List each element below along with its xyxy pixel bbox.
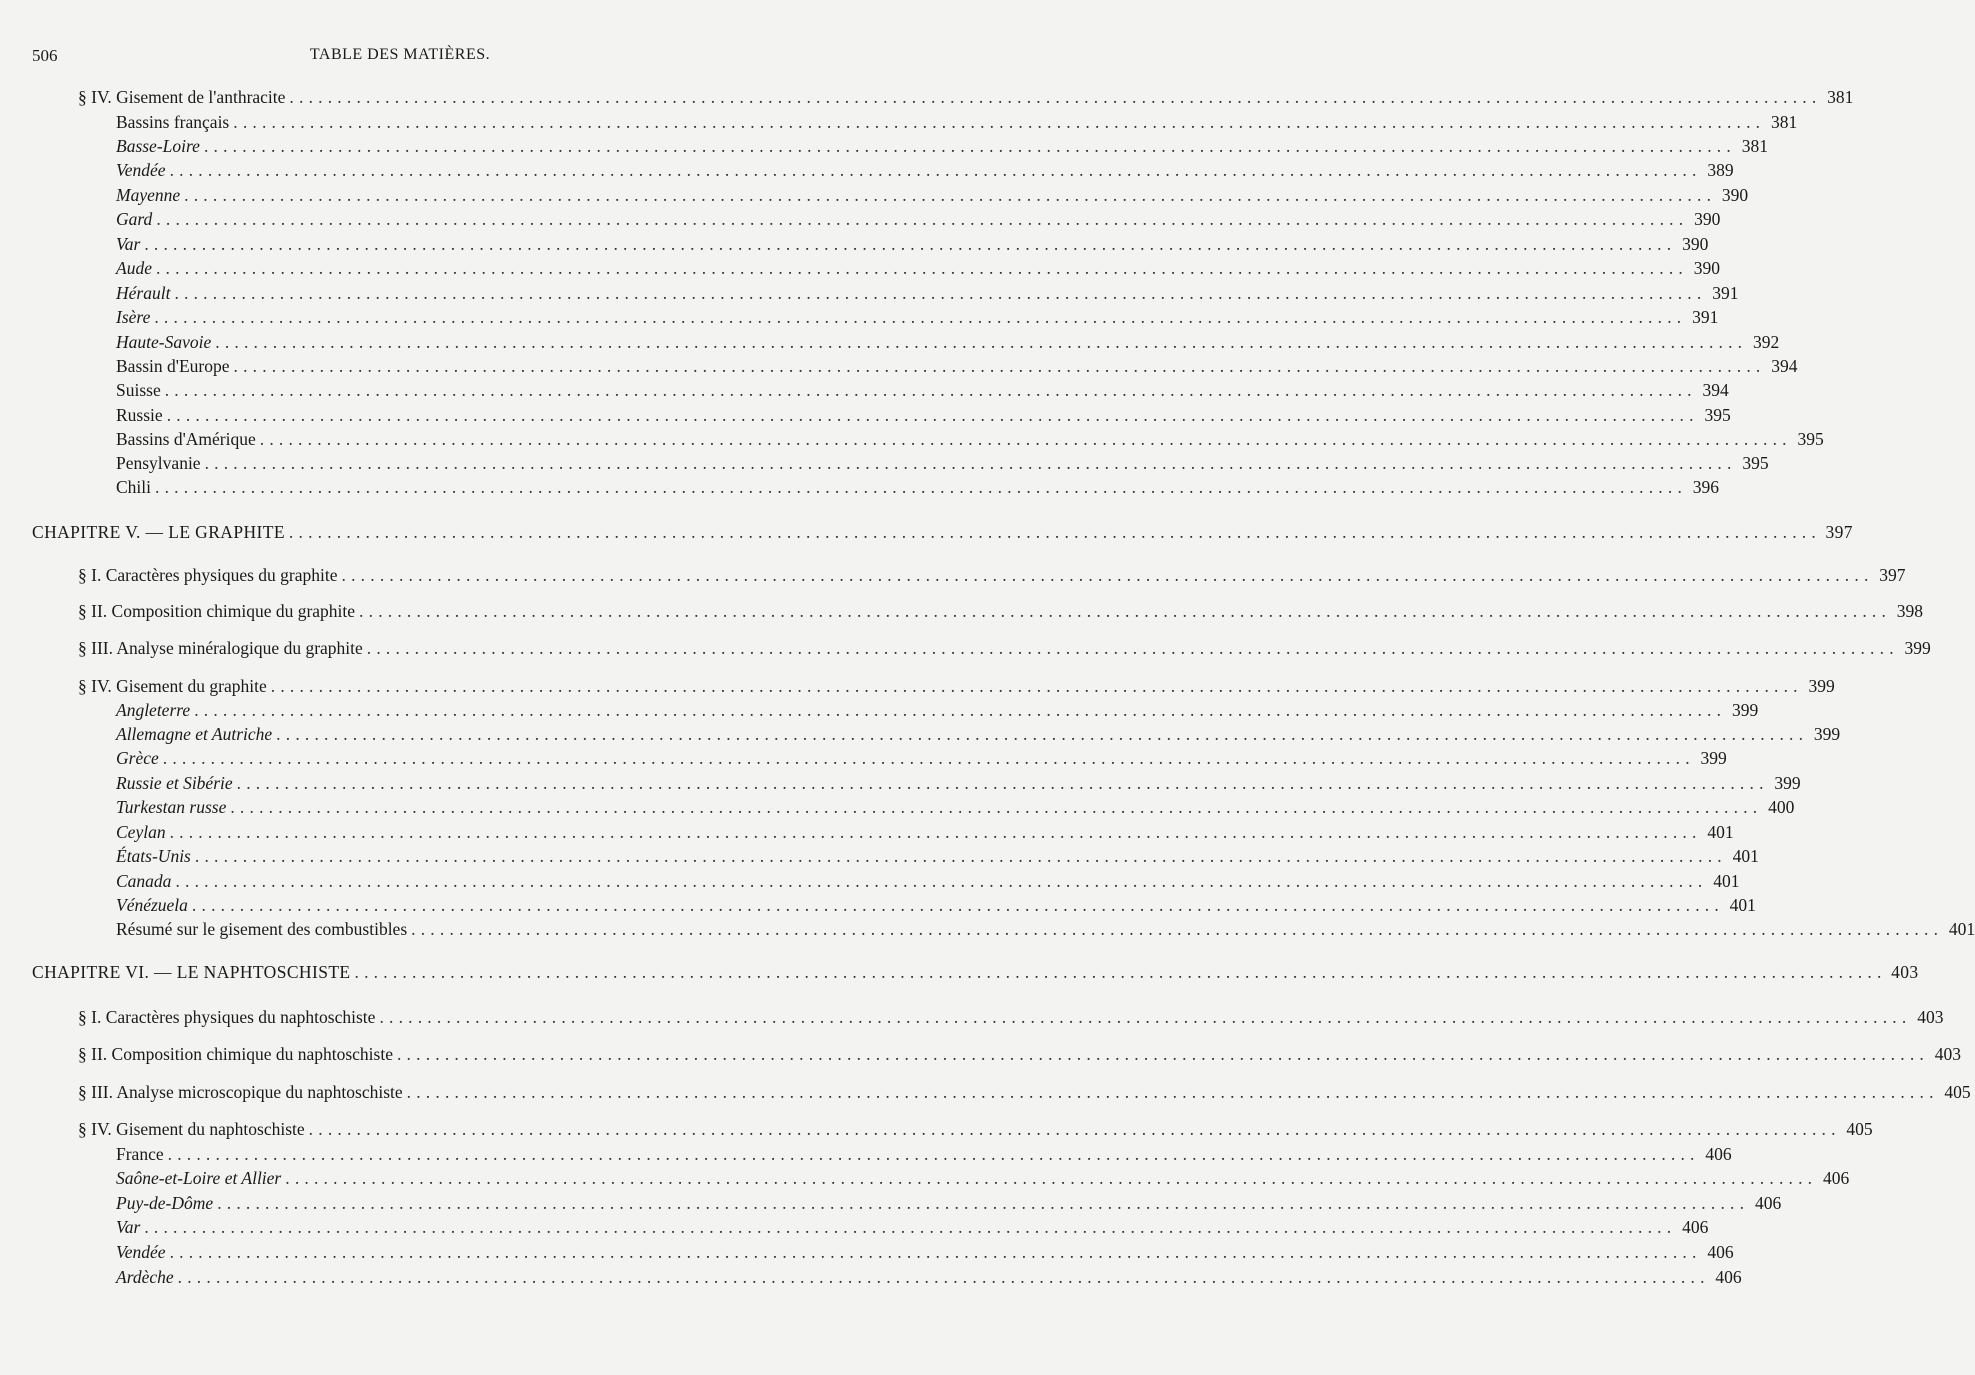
toc-entry-title: Bassin d'Europe: [116, 356, 230, 376]
toc-sub-entry: [116, 256, 1720, 280]
toc-entry-title: Russie: [116, 405, 163, 425]
toc-sub-entry: [116, 305, 1719, 329]
toc-entry-title: Allemagne et Autriche: [116, 724, 273, 744]
toc-entry-page: 391: [1712, 283, 1739, 303]
dot-leader: ................................................................................................................................................................: [276, 724, 1809, 744]
toc-entry-title: § II. Composition chimique du naphtoschiste: [78, 1044, 393, 1064]
toc-entry-title: § III. Analyse microscopique du naphtoschiste: [78, 1082, 403, 1102]
toc-entry-title: § IV. Gisement du graphite: [78, 676, 267, 696]
dot-leader: ................................................................................................................................................................: [191, 895, 1724, 915]
toc-entry-page: 406: [1823, 1168, 1850, 1188]
toc-chapter-entry: [32, 520, 1853, 544]
toc-entry-title: § IV. Gisement du naphtoschiste: [78, 1119, 305, 1139]
toc-entry-title: Vendée: [116, 160, 166, 180]
dot-leader: ................................................................................................................................................................: [359, 601, 1892, 621]
dot-leader: ................................................................................................................................................................: [406, 1082, 1939, 1102]
toc-entry-title: § I. Caractères physiques du naphtoschiste: [78, 1007, 376, 1027]
toc-sub-entry: [116, 820, 1734, 844]
toc-sub-entry: [116, 475, 1720, 499]
toc-entry-title: Var: [116, 234, 141, 254]
dot-leader: ................................................................................................................................................................: [194, 700, 1727, 720]
toc-sub-entry: [116, 451, 1769, 475]
toc-entry-page: 394: [1771, 356, 1798, 376]
toc-entry-title: § III. Analyse minéralogique du graphite: [78, 638, 363, 658]
toc-entry-title: Suisse: [116, 380, 161, 400]
toc-entry-title: Ardèche: [116, 1267, 174, 1287]
toc-sub-entry: [116, 869, 1740, 893]
toc-section-entry: [78, 636, 1931, 660]
dot-leader: ................................................................................................................................................................: [366, 638, 1899, 658]
toc-entry-title: § I. Caractères physiques du graphite: [78, 565, 338, 585]
toc-entry-page: 401: [1732, 846, 1759, 866]
dot-leader: ................................................................................................................................................................: [154, 307, 1687, 327]
toc-section-entry: [78, 1042, 1961, 1066]
toc-section-entry: [78, 1005, 1944, 1029]
toc-entry-title: Bassins d'Amérique: [116, 429, 256, 449]
dot-leader: ................................................................................................................................................................: [354, 962, 1887, 982]
toc-entry-page: 401: [1707, 822, 1734, 842]
toc-sub-entry: [116, 698, 1759, 722]
toc-entry-page: 381: [1741, 136, 1768, 156]
toc-sub-entry: [116, 1240, 1734, 1264]
toc-entry-page: 401: [1729, 895, 1756, 915]
toc-sub-entry: [116, 893, 1756, 917]
toc-sub-entry: [116, 844, 1759, 868]
dot-leader: ................................................................................................................................................................: [164, 380, 1697, 400]
toc-sub-entry: [116, 378, 1729, 402]
toc-entry-title: Chili: [116, 477, 152, 497]
toc-entry-title: Aude: [116, 258, 152, 278]
dot-leader: ................................................................................................................................................................: [162, 748, 1695, 768]
dot-leader: ................................................................................................................................................................: [289, 87, 1822, 107]
toc-sub-entry: [116, 281, 1739, 305]
toc-entry-page: 398: [1896, 601, 1924, 621]
toc-entry-page: 390: [1693, 258, 1720, 278]
toc-entry-title: § IV. Gisement de l'anthracite: [78, 87, 286, 107]
toc-entry-title: Vendée: [116, 1242, 166, 1262]
dot-leader: ................................................................................................................................................................: [230, 797, 1763, 817]
toc-entry-page: 406: [1707, 1242, 1734, 1262]
toc-entry-page: 397: [1825, 522, 1853, 542]
toc-entry-page: 392: [1753, 332, 1780, 352]
toc-entry-page: 381: [1771, 112, 1798, 132]
toc-entry-title: Pensylvanie: [116, 453, 201, 473]
toc-sub-entry: [116, 427, 1824, 451]
toc-entry-page: 399: [1904, 638, 1931, 658]
dot-leader: ................................................................................................................................................................: [270, 676, 1803, 696]
toc-entry-page: 390: [1721, 185, 1749, 205]
dot-leader: ................................................................................................................................................................: [156, 209, 1689, 229]
toc-entry-page: 389: [1707, 160, 1734, 180]
toc-entry-page: 396: [1692, 477, 1720, 497]
toc-section-entry: [78, 1080, 1971, 1104]
toc-entry-title: Vénézuela: [116, 895, 188, 915]
toc-chapter-entry: [32, 960, 1919, 984]
dot-leader: ................................................................................................................................................................: [184, 185, 1717, 205]
toc-entry-title: Hérault: [116, 283, 171, 303]
toc-entry-title: CHAPITRE V. — LE GRAPHITE: [32, 522, 285, 542]
toc-entry-title: Saône-et-Loire et Allier: [116, 1168, 282, 1188]
toc-entry-title: Ceylan: [116, 822, 166, 842]
toc-entry-title: Bassins français: [116, 112, 230, 132]
toc-entry-title: Basse-Loire: [116, 136, 200, 156]
toc-sub-entry: [116, 746, 1727, 770]
dot-leader: ................................................................................................................................................................: [166, 405, 1699, 425]
dot-leader: ................................................................................................................................................................: [169, 1242, 1702, 1262]
toc-entry-page: 405: [1944, 1082, 1971, 1102]
dot-leader: ................................................................................................................................................................: [379, 1007, 1912, 1027]
toc-entry-page: 406: [1715, 1267, 1742, 1287]
toc-entry-page: 399: [1813, 724, 1841, 744]
toc-sub-entry: [116, 158, 1734, 182]
page-number: 506: [32, 46, 58, 65]
toc-sub-entry: [116, 134, 1768, 158]
toc-entry-page: 395: [1704, 405, 1731, 425]
dot-leader: ................................................................................................................................................................: [411, 919, 1944, 939]
toc-section-entry: [78, 599, 1924, 623]
dot-leader: ................................................................................................................................................................: [285, 1168, 1818, 1188]
toc-section-entry: [78, 563, 1906, 587]
toc-sub-entry: [116, 1191, 1782, 1215]
toc-section-entry: [78, 1117, 1873, 1141]
toc-entry-page: 403: [1891, 962, 1919, 982]
toc-entry-page: 381: [1827, 87, 1854, 107]
toc-entry-page: 395: [1742, 453, 1769, 473]
toc-sub-entry: [116, 207, 1721, 231]
toc-entry-page: 406: [1754, 1193, 1782, 1213]
dot-leader: ................................................................................................................................................................: [341, 565, 1874, 585]
dot-leader: ................................................................................................................................................................: [155, 477, 1688, 497]
dot-leader: ................................................................................................................................................................: [308, 1119, 1841, 1139]
dot-leader: ................................................................................................................................................................: [174, 283, 1707, 303]
toc-entry-page: 394: [1702, 380, 1729, 400]
toc-entry-title: Canada: [116, 871, 172, 891]
toc-entry-page: 395: [1797, 429, 1824, 449]
toc-entry-page: 401: [1713, 871, 1740, 891]
dot-leader: ................................................................................................................................................................: [204, 453, 1737, 473]
dot-leader: ................................................................................................................................................................: [203, 136, 1736, 156]
toc-entry-page: 400: [1768, 797, 1795, 817]
toc-entry-page: 390: [1694, 209, 1721, 229]
toc-entry-title: Puy-de-Dôme: [116, 1193, 214, 1213]
toc-sub-entry: [116, 403, 1731, 427]
toc-sub-entry: [116, 183, 1749, 207]
toc-entry-title: Gard: [116, 209, 153, 229]
toc-entry-page: 399: [1731, 700, 1759, 720]
toc-sub-entry: [116, 1265, 1742, 1289]
dot-leader: ................................................................................................................................................................: [144, 1217, 1677, 1237]
toc-entry-page: 390: [1682, 234, 1709, 254]
dot-leader: ................................................................................................................................................................: [233, 112, 1766, 132]
toc-sub-entry: [116, 1166, 1850, 1190]
toc-entry-title: Grèce: [116, 748, 159, 768]
dot-leader: ................................................................................................................................................................: [233, 356, 1766, 376]
toc-entry-title: France: [116, 1144, 164, 1164]
toc-sub-entry: [116, 795, 1795, 819]
toc-entry-title: Var: [116, 1217, 141, 1237]
toc-entry-title: Mayenne: [116, 185, 181, 205]
toc-section-entry: [78, 674, 1835, 698]
dot-leader: ................................................................................................................................................................: [288, 522, 1821, 542]
dot-leader: ................................................................................................................................................................: [144, 234, 1677, 254]
toc-sub-entry: [116, 232, 1709, 256]
toc-sub-entry: [116, 1215, 1709, 1239]
toc-entry-title: Turkestan russe: [116, 797, 227, 817]
toc-entry-page: 399: [1774, 773, 1801, 793]
toc-entry-page: 403: [1917, 1007, 1944, 1027]
toc-sub-entry: [116, 110, 1798, 134]
toc-entry-title: Isère: [116, 307, 151, 327]
toc-entry-page: 401: [1948, 919, 1975, 939]
dot-leader: ................................................................................................................................................................: [194, 846, 1727, 866]
toc-sub-entry: [116, 917, 1975, 941]
running-title: TABLE DES MATIÈRES.: [309, 46, 491, 63]
toc-entry-title: CHAPITRE VI. — LE NAPHTOSCHISTE: [32, 962, 351, 982]
dot-leader: ................................................................................................................................................................: [259, 429, 1792, 449]
dot-leader: ................................................................................................................................................................: [169, 160, 1702, 180]
dot-leader: ................................................................................................................................................................: [215, 332, 1748, 352]
toc-section-entry: [78, 85, 1854, 109]
dot-leader: ................................................................................................................................................................: [169, 822, 1702, 842]
toc-entry-page: 406: [1682, 1217, 1709, 1237]
toc-entry-page: 403: [1934, 1044, 1961, 1064]
toc-sub-entry: [116, 330, 1780, 354]
toc-entry-title: Angleterre: [116, 700, 191, 720]
toc-sub-entry: [116, 722, 1841, 746]
dot-leader: ................................................................................................................................................................: [167, 1144, 1700, 1164]
toc-entry-page: 397: [1879, 565, 1906, 585]
toc-sub-entry: [116, 354, 1798, 378]
toc-sub-entry: [116, 1142, 1732, 1166]
toc-entry-title: Russie et Sibérie: [116, 773, 233, 793]
toc-entry-title: Résumé sur le gisement des combustibles: [116, 919, 408, 939]
toc-entry-title: États-Unis: [116, 846, 191, 866]
toc-entry-title: § II. Composition chimique du graphite: [78, 601, 356, 621]
toc-entry-page: 406: [1705, 1144, 1732, 1164]
dot-leader: ................................................................................................................................................................: [155, 258, 1688, 278]
dot-leader: ................................................................................................................................................................: [236, 773, 1769, 793]
dot-leader: ................................................................................................................................................................: [177, 1267, 1710, 1287]
toc-entry-title: Haute-Savoie: [116, 332, 212, 352]
dot-leader: ................................................................................................................................................................: [396, 1044, 1929, 1064]
toc-entry-page: 399: [1700, 748, 1727, 768]
toc-entry-page: 399: [1808, 676, 1835, 696]
toc-entry-page: 391: [1692, 307, 1719, 327]
dot-leader: ................................................................................................................................................................: [175, 871, 1708, 891]
dot-leader: ................................................................................................................................................................: [217, 1193, 1750, 1213]
toc-entry-page: 405: [1846, 1119, 1873, 1139]
toc-sub-entry: [116, 771, 1801, 795]
